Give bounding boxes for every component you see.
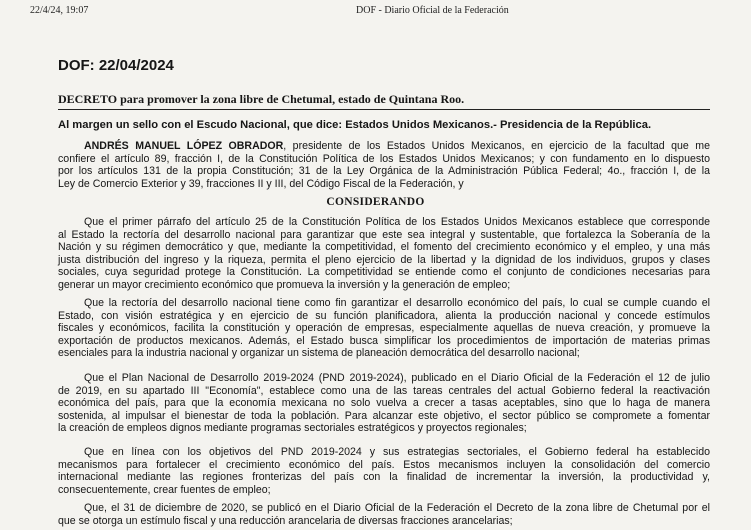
paragraph-line: sostenida, al impulsar el bienestar de toda la población. Para alcanzar este objetivo, el sector público se compromete a fomentar — [58, 409, 710, 422]
considerando-paragraph-5 — [58, 502, 710, 527]
paragraph-line: Que, el 31 de diciembre de 2020, se publicó en el Diario Oficial de la Federación el Decreto de la zona libre de Chetumal por el — [84, 502, 710, 514]
preamble-line: confiere el artículo 89, fracción I, de la Constitución Política de los Estados Unidos Mexicanos; y con fundamento en lo dispuesto — [58, 152, 710, 165]
preamble-line: Ley de Comercio Exterior y 39, fracciones II y III, del Código Fiscal de la Federación, y — [58, 177, 464, 190]
paragraph-line: Que el Plan Nacional de Desarrollo 2019-2024 (PND 2019-2024), publicado en el Diario Oficial de la Federación el 12 de julio — [84, 372, 710, 384]
paragraph-line: exportación de productos mexicanos. Además, el Estado busca simplificar los procedimientos de importación de materias primas — [58, 334, 710, 347]
paragraph-line: la creación de empleos dignos mediante programas sectoriales estratégicos y proyectos regionales; — [58, 422, 527, 435]
preamble-line: ANDRÉS MANUEL LÓPEZ OBRADOR, presidente de los Estados Unidos Mexicanos, en ejercicio de la facultad que me — [84, 140, 710, 152]
considerando-paragraph-3 — [58, 372, 710, 435]
paragraph-line: al Estado la rectoría del desarrollo nacional para garantizar que este sea integral y sustentable, que fortalezca la Soberanía de la — [58, 228, 710, 241]
considerando-paragraph-1 — [58, 216, 710, 292]
preamble-line: por los artículos 131 de la propia Constitución; 31 de la Ley Orgánica de la Administración Pública Federal; 4o., fracción I, de la — [58, 165, 710, 178]
paragraph-line: Nación y su régimen democrático y que, mediante la competitividad, el fomento del crecimiento económico y el empleo, y una más — [58, 241, 710, 254]
president-name: ANDRÉS MANUEL LÓPEZ OBRADOR — [84, 140, 284, 152]
margin-note: Al margen un sello con el Escudo Nacional, que dice: Estados Unidos Mexicanos.- Presidencia de la República. — [58, 119, 652, 131]
print-source: DOF - Diario Oficial de la Federación — [356, 5, 509, 16]
paragraph-line: mecanismos para fortalecer el crecimiento económico del país. Estos mecanismos incluyen la consolidación del comercio — [58, 458, 710, 471]
dof-date: DOF: 22/04/2024 — [58, 57, 174, 74]
paragraph-line: Que en línea con los objetivos del PND 2019-2024 y sus estrategias sectoriales, el Gobierno federal ha establecido — [84, 446, 710, 458]
print-timestamp: 22/4/24, 19:07 — [30, 5, 89, 16]
paragraph-line: económica del país, para que la economía mexicana no solo vuelva a crecer a tasas aceptables, sino que lo haga de manera — [58, 397, 710, 410]
decreto-title: DECRETO para promover la zona libre de Chetumal, estado de Quintana Roo. — [58, 92, 710, 110]
paragraph-line: generar un mayor crecimiento económico que promueva la inversión y la generación de empleo; — [58, 278, 511, 291]
paragraph-line: de 2019, en su apartado III "Economía", establece como una de las tareas centrales del actual Gobierno federal la reactivación — [58, 384, 710, 397]
considerando-paragraph-2 — [58, 297, 710, 360]
paragraph-line: esenciales para la industria nacional y organizar un sistema de planeación democrática del desarrollo nacional; — [58, 347, 580, 360]
paragraph-line: consecuentemente, crear fuentes de empleo; — [58, 483, 271, 496]
preamble-paragraph — [58, 140, 710, 190]
paragraph-line: Que la rectoría del desarrollo nacional tiene como fin garantizar el desarrollo económico del país, lo cual se cumple cuando el — [84, 297, 710, 309]
paragraph-line: Estado, con visión estratégica y en ejercicio de su función planificadora, alienta la producción nacional y concede estímulos — [58, 309, 710, 322]
paragraph-line: sociales, cuya seguridad protege la Constitución. La competitividad se entiende como el conjunto de condiciones necesarias para — [58, 266, 710, 279]
considerando-paragraph-4 — [58, 446, 710, 496]
paragraph-line: Que el primer párrafo del artículo 25 de la Constitución Política de los Estados Unidos Mexicanos establece que corresponde — [84, 216, 710, 228]
paragraph-line: internacional mediante las regiones fronterizas del país con la finalidad de incrementar la inversión, la productividad y, — [58, 471, 710, 484]
considerando-heading: CONSIDERANDO — [326, 196, 425, 208]
paragraph-line: justa distribución del ingreso y la riqueza, permita el pleno ejercicio de la libertad y la dignidad de los individuos, grupos y clases — [58, 253, 710, 266]
paragraph-line: fiscales y económicos, facilita la constitución y operación de empresas, especialmente aquellas de nueva creación, y promueve la — [58, 322, 710, 335]
paragraph-line: que se otorga un estímulo fiscal y una reducción arancelaria de diversas fracciones arancelarias; — [58, 514, 513, 527]
